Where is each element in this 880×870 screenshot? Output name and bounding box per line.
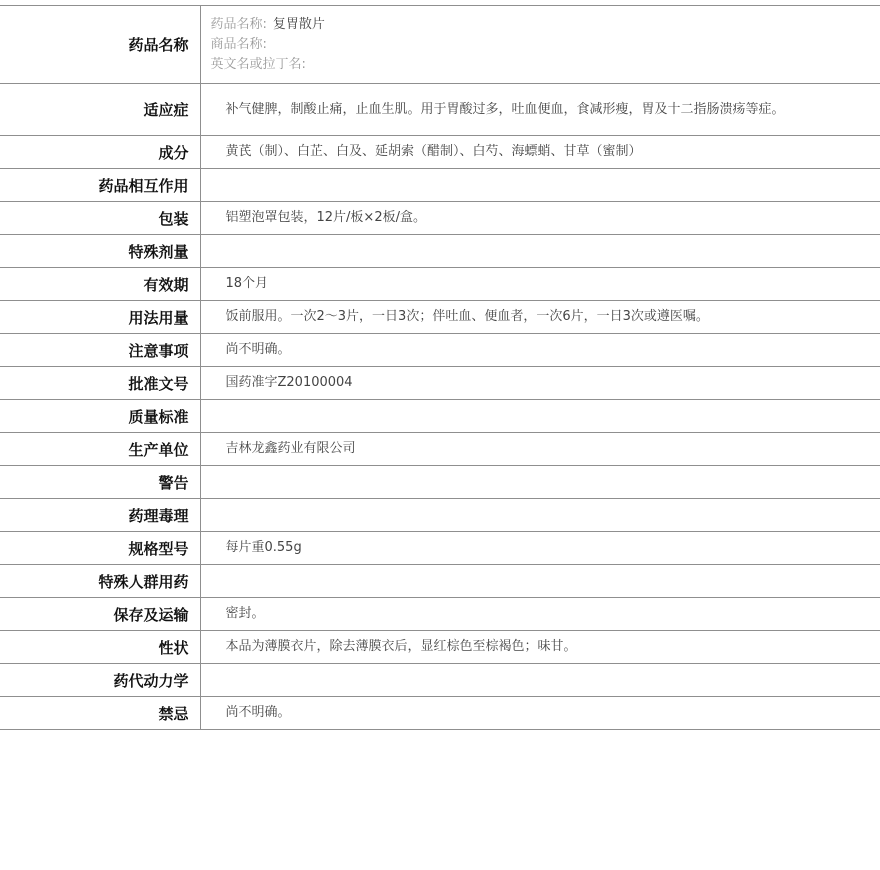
row-label: 禁忌 bbox=[0, 697, 200, 730]
row-label: 保存及运输 bbox=[0, 598, 200, 631]
row-approval-number bbox=[0, 367, 880, 400]
row-value bbox=[200, 466, 880, 499]
row-label: 特殊剂量 bbox=[0, 235, 200, 268]
row-label: 生产单位 bbox=[0, 433, 200, 466]
row-drug-name bbox=[0, 6, 880, 84]
row-value bbox=[200, 499, 880, 532]
row-ingredients bbox=[0, 136, 880, 169]
name-cell bbox=[200, 6, 880, 84]
row-value bbox=[200, 400, 880, 433]
row-label: 适应症 bbox=[0, 84, 200, 136]
row-packaging bbox=[0, 202, 880, 235]
row-label: 有效期 bbox=[0, 268, 200, 301]
row-label: 药品名称 bbox=[0, 6, 200, 84]
row-value bbox=[200, 169, 880, 202]
row-label: 特殊人群用药 bbox=[0, 565, 200, 598]
drug-info-sheet bbox=[0, 5, 880, 730]
row-label: 药理毒理 bbox=[0, 499, 200, 532]
row-value: 尚不明确。 bbox=[200, 334, 880, 367]
row-value: 饭前服用。一次2～3片，一日3次；伴吐血、便血者，一次6片，一日3次或遵医嘱。 bbox=[200, 301, 880, 334]
row-special-populations bbox=[0, 565, 880, 598]
generic-name-value: 复胃散片 bbox=[272, 16, 325, 32]
row-precautions bbox=[0, 334, 880, 367]
row-shelf-life bbox=[0, 268, 880, 301]
row-label: 警告 bbox=[0, 466, 200, 499]
row-value: 国药准字Z20100004 bbox=[200, 367, 880, 400]
row-label: 成分 bbox=[0, 136, 200, 169]
row-value bbox=[200, 664, 880, 697]
row-specification bbox=[0, 532, 880, 565]
generic-name-caption: 药品名称: bbox=[210, 16, 267, 32]
row-storage bbox=[0, 598, 880, 631]
row-indications bbox=[0, 84, 880, 136]
row-value bbox=[200, 565, 880, 598]
generic-name-line bbox=[211, 15, 821, 35]
row-value: 黄芪（制）、白芷、白及、延胡索（醋制）、白芍、海螵蛸、甘草（蜜制） bbox=[200, 136, 880, 169]
row-special-dosage bbox=[0, 235, 880, 268]
row-value: 本品为薄膜衣片，除去薄膜衣后，显红棕色至棕褐色；味甘。 bbox=[200, 631, 880, 664]
row-label: 包装 bbox=[0, 202, 200, 235]
row-label: 批准文号 bbox=[0, 367, 200, 400]
row-interactions bbox=[0, 169, 880, 202]
row-value: 每片重0.55g bbox=[200, 532, 880, 565]
row-description bbox=[0, 631, 880, 664]
latin-name-caption: 英文名或拉丁名: bbox=[210, 56, 306, 72]
drug-info-table bbox=[0, 5, 880, 730]
row-quality-standard bbox=[0, 400, 880, 433]
row-manufacturer bbox=[0, 433, 880, 466]
name-block bbox=[201, 15, 821, 75]
row-label: 规格型号 bbox=[0, 532, 200, 565]
row-value bbox=[200, 235, 880, 268]
row-dosage bbox=[0, 301, 880, 334]
trade-name-caption: 商品名称: bbox=[210, 36, 267, 52]
row-label: 性状 bbox=[0, 631, 200, 664]
row-value: 补气健脾，制酸止痛，止血生肌。用于胃酸过多，吐血便血，食减形瘦，胃及十二指肠溃疡等症。 bbox=[200, 84, 880, 136]
row-label: 注意事项 bbox=[0, 334, 200, 367]
row-label: 质量标准 bbox=[0, 400, 200, 433]
latin-name-line bbox=[211, 55, 821, 75]
row-value: 18个月 bbox=[200, 268, 880, 301]
row-contraindications bbox=[0, 697, 880, 730]
row-pharmacology bbox=[0, 499, 880, 532]
row-value: 密封。 bbox=[200, 598, 880, 631]
row-label: 药品相互作用 bbox=[0, 169, 200, 202]
row-label: 药代动力学 bbox=[0, 664, 200, 697]
trade-name-line bbox=[211, 35, 821, 55]
row-pharmacokinetics bbox=[0, 664, 880, 697]
row-value: 尚不明确。 bbox=[200, 697, 880, 730]
row-warning bbox=[0, 466, 880, 499]
row-value: 铝塑泡罩包装，12片/板×2板/盒。 bbox=[200, 202, 880, 235]
row-label: 用法用量 bbox=[0, 301, 200, 334]
row-value: 吉林龙鑫药业有限公司 bbox=[200, 433, 880, 466]
